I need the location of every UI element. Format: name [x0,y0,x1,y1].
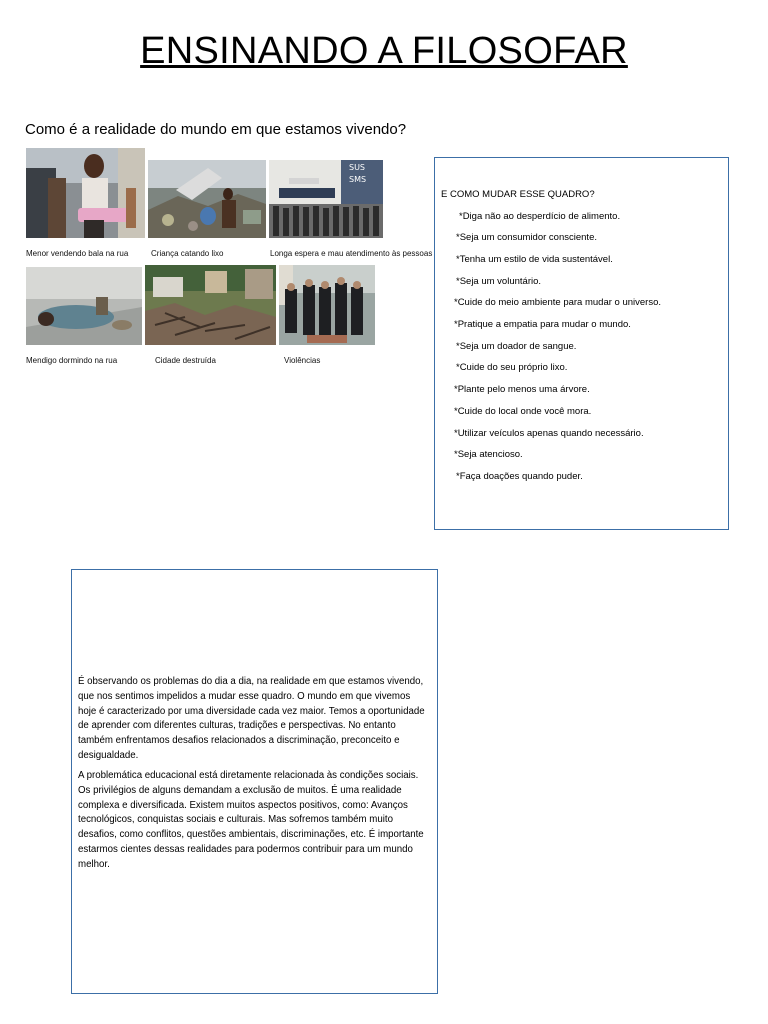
tip-item: *Utilizar veículos apenas quando necessário. [454,428,644,439]
photo-caption: Violências [284,356,321,365]
tips-box [434,157,729,530]
photo-caption: Criança catando lixo [151,249,224,258]
police-violence-photo [279,265,375,345]
tip-item: *Seja atencioso. [454,449,523,460]
svg-text:SMS: SMS [349,175,367,184]
page-title: ENSINANDO A FILOSOFAR [140,30,628,72]
tip-item: *Seja um voluntário. [456,276,542,287]
tip-item: *Seja um doador de sangue. [456,341,577,352]
text-box [71,569,438,994]
photo-caption: Longa espera e mau atendimento às pessoas [270,249,433,258]
destroyed-city-photo [145,265,276,345]
tip-item: *Tenha um estilo de vida sustentável. [456,254,613,265]
tip-item: *Diga não ao desperdício de alimento. [459,211,621,222]
tip-item: *Faça doações quando puder. [456,471,583,482]
svg-text:SUS: SUS [349,163,366,172]
section-question: Como é a realidade do mundo em que estamos vivendo? [25,121,407,138]
tip-item: *Pratique a empatia para mudar o mundo. [454,319,631,330]
tip-item: *Plante pelo menos uma árvore. [454,384,590,395]
photo-caption: Cidade destruída [155,356,216,365]
child-selling-candy-photo [26,148,145,238]
tip-item: *Cuide do local onde você mora. [454,406,592,417]
tips-heading: E COMO MUDAR ESSE QUADRO? [441,189,595,200]
paragraph-1: É observando os problemas do dia a dia, na realidade em que estamos vivendo, que nos sentimos impelidos a mudar esse quadro. O mundo em que vivemos hoje é caracterizado por uma diversidade cada vez maior. Temos a oportunidade de aprender com diferentes culturas, tradições e perspectivas. No entanto também enfrentamos desafios relacionados a discriminação, preconceito e desigualdade. [78,676,425,761]
hospital-queue-photo [269,160,383,238]
child-picking-trash-photo [148,160,266,238]
homeless-sleeping-photo [26,267,142,345]
tip-item: *Cuide do meio ambiente para mudar o universo. [454,297,662,308]
photo-caption: Menor vendendo bala na rua [26,249,129,258]
paragraph-2: A problemática educacional está diretamente relacionada às condições sociais. Os privilégios de alguns demandam a exclusão de muitos. É uma realidade complexa e diversificada. Existem muitos aspectos positivos, como: Avanços tecnológicos, conquistas sociais e culturais. Mas sofremos também muito desafios, como conflitos, questões ambientais, discriminações, etc. É importante estarmos cientes dessas realidades para podermos contribuir para um mundo melhor. [78,770,424,870]
tip-item: *Cuide do seu próprio lixo. [456,362,568,373]
photo-caption: Mendigo dormindo na rua [26,356,118,365]
tip-item: *Seja um consumidor consciente. [456,232,597,243]
